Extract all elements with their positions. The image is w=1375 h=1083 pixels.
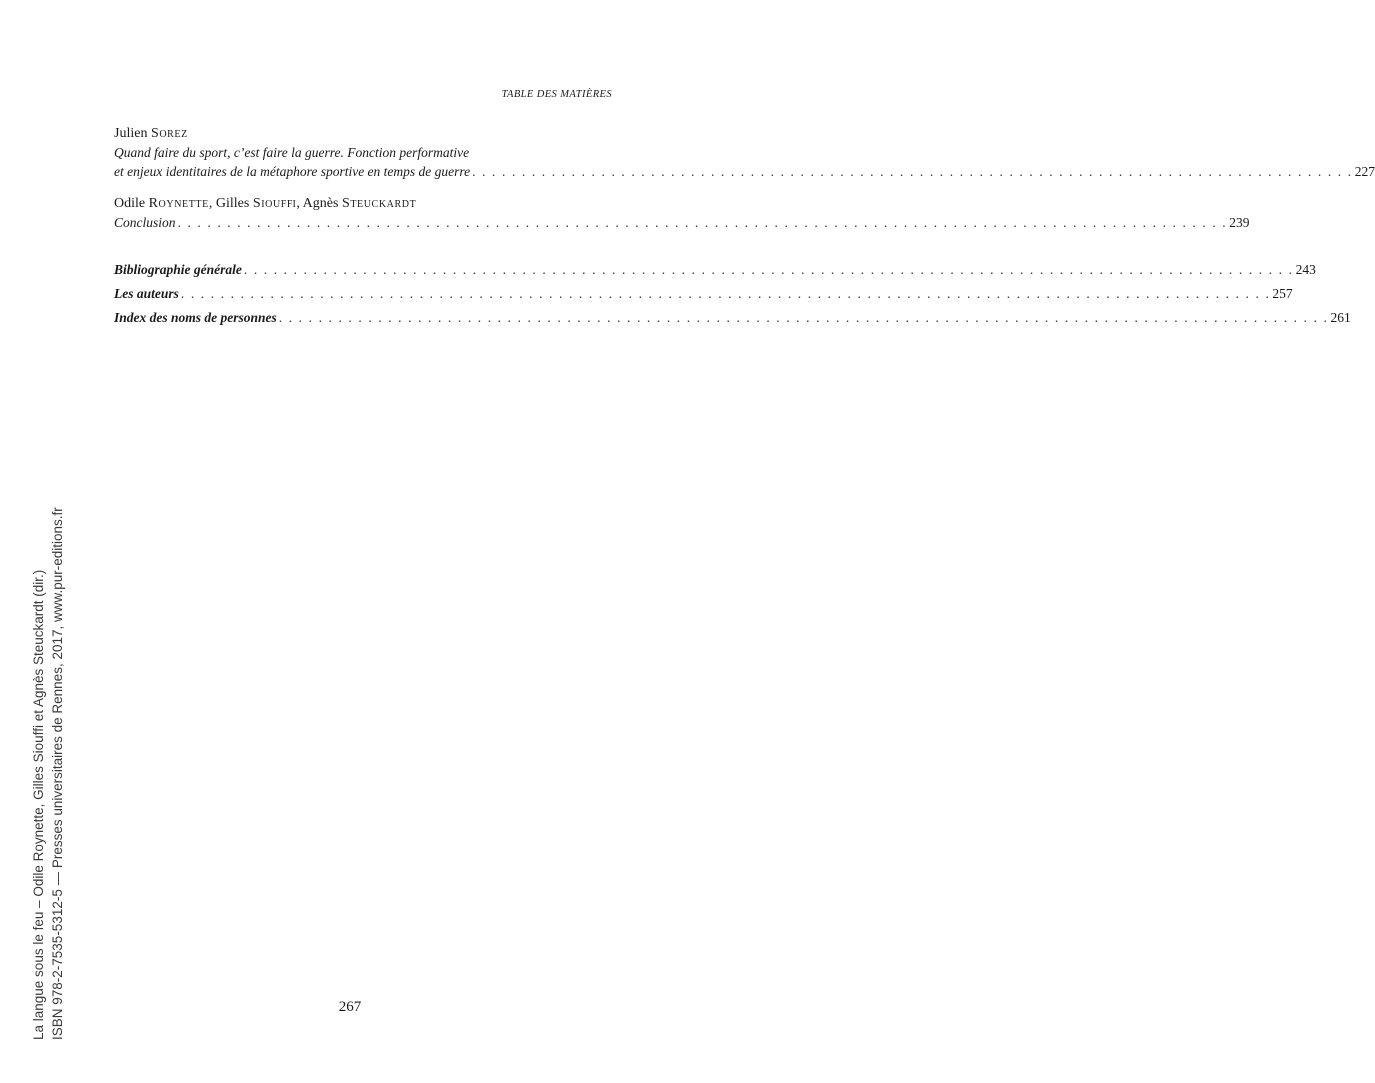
page-ref: 243: [1295, 262, 1316, 277]
entry-title: Bibliographie générale: [114, 262, 242, 277]
credit-line: La langue sous le feu – Odile Roynette, Gilles Siouffi et Agnès Steuckardt (dir.): [31, 569, 46, 1040]
dot-leader: . . . . . . . . . . . . . . . . . . . . . . . . . . . . . . . . . . . . . . . . . . . . . . . . . . . . . . . . . . . . . . . . . . . . . . . . . . . . . . . . . . . . . . . . .: [472, 164, 1353, 179]
back-matter: [114, 260, 1351, 327]
entry-title: Les auteurs: [114, 286, 179, 301]
toc-entry-bibliographie[interactable]: [114, 260, 1316, 279]
author-surname: Sioufﬁ: [252, 196, 297, 211]
author-surname: Roynette: [148, 196, 209, 211]
dot-leader: . . . . . . . . . . . . . . . . . . . . . . . . . . . . . . . . . . . . . . . . . . . . . . . . . . . . . . . . . . . . . . . . . . . . . . . . . . . . . . . . . . . . . . . . . . . . . . . . . . . . . . . . . . . . . .: [180, 286, 1271, 301]
author-surname: Sorez: [150, 126, 188, 141]
dot-leader: . . . . . . . . . . . . . . . . . . . . . . . . . . . . . . . . . . . . . . . . . . . . . . . . . . . . . . . . . . . . . . . . . . . . . . . . . . . . . . . . . . . . . . . . . . . . . . . . . . . . . . . . . .: [177, 215, 1228, 230]
dot-leader: . . . . . . . . . . . . . . . . . . . . . . . . . . . . . . . . . . . . . . . . . . . . . . . . . . . . . . . . . . . . . . . . . . . . . . . . . . . . . . . . . . . . . . . . . . . . . . . . . . . . . . . . . .: [243, 262, 1294, 277]
toc-entry-auteurs[interactable]: [114, 284, 1293, 303]
table-of-contents: [114, 124, 1375, 332]
toc-entry-index[interactable]: [114, 308, 1351, 327]
page-number: 267: [338, 999, 362, 1015]
entry-title-leader[interactable]: [114, 162, 1375, 181]
entry-authors: Odile Roynette, Gilles Sioufﬁ, Agnès Steuckardt: [114, 196, 417, 211]
entry-title: Conclusion: [114, 215, 176, 230]
page-ref: 239: [1229, 215, 1250, 230]
credit-line: ISBN 978-2-7535-5312-5 — Presses universitaires de Rennes, 2017, www.pur-editions.fr: [50, 507, 65, 1040]
entry-title-line: Quand faire du sport, c’est faire la guerre. Fonction performative: [114, 145, 470, 160]
page-ref: 257: [1272, 286, 1293, 301]
entry-title-line: et enjeux identitaires de la métaphore sportive en temps de guerre: [114, 164, 471, 179]
entry-title-leader[interactable]: [114, 213, 1250, 232]
entry-title: Index des noms de personnes: [114, 310, 277, 325]
author-surname: Steuckardt: [341, 196, 417, 211]
page-ref: 261: [1330, 310, 1351, 325]
toc-entry-sorez: [114, 124, 1375, 181]
toc-entry-conclusion: [114, 194, 1250, 232]
running-head: TABLE DES MATIÈRES: [501, 89, 612, 100]
entry-author: Julien Sorez: [114, 126, 188, 141]
dot-leader: . . . . . . . . . . . . . . . . . . . . . . . . . . . . . . . . . . . . . . . . . . . . . . . . . . . . . . . . . . . . . . . . . . . . . . . . . . . . . . . . . . . . . . . . . . . . . . . . . . . . . . . . . .: [278, 310, 1329, 325]
side-credit: [29, 507, 67, 1040]
page-ref: 227: [1354, 164, 1375, 179]
